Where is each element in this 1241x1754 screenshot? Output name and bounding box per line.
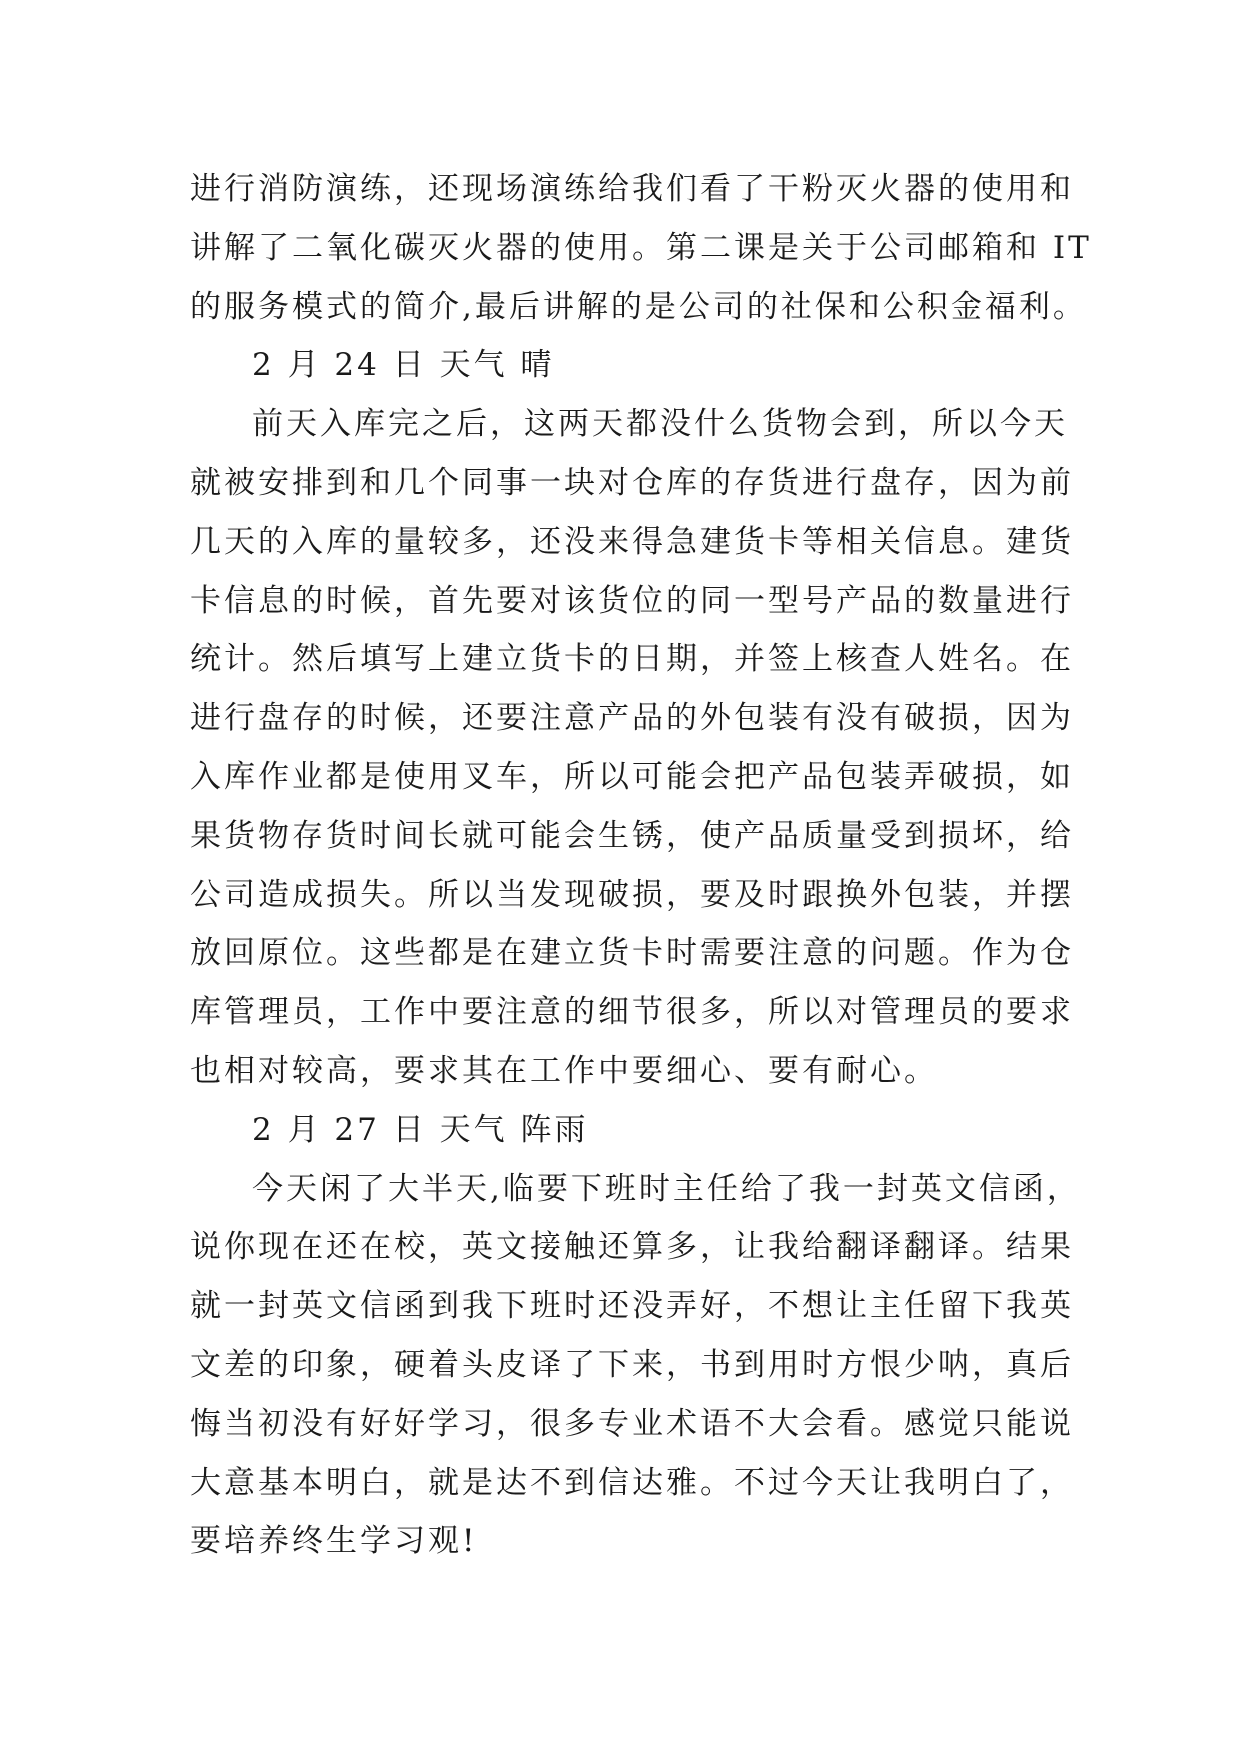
text-line: 就一封英文信函到我下班时还没弄好，不想让主任留下我英 [190,1288,1074,1325]
text-line: 入库作业都是使用叉车，所以可能会把产品包装弄破损，如 [190,758,1074,795]
text-line: 前天入库完之后，这两天都没什么货物会到，所以今天 [252,406,1068,443]
text-line: 卡信息的时候，首先要对该货位的同一型号产品的数量进行 [190,582,1074,619]
text-line: 也相对较高，要求其在工作中要细心、要有耐心。 [190,1052,938,1089]
text-line: 今天闲了大半天,临要下班时主任给了我一封英文信函， [252,1170,1081,1207]
text-line: 库管理员，工作中要注意的细节很多，所以对管理员的要求 [190,994,1074,1031]
date-weather-heading: 2 月 24 日 天气 晴 [252,347,555,384]
text-line: 悔当初没有好好学习，很多专业术语不大会看。感觉只能说 [190,1405,1074,1442]
text-line: 的服务模式的简介,最后讲解的是公司的社保和公积金福利。 [190,288,1087,325]
text-line: 放回原位。这些都是在建立货卡时需要注意的问题。作为仓 [190,935,1074,972]
text-line: 说你现在还在校，英文接触还算多，让我给翻译翻译。结果 [190,1229,1074,1266]
text-line: 文差的印象，硬着头皮译了下来，书到用时方恨少呐，真后 [190,1346,1074,1383]
text-line: 进行消防演练，还现场演练给我们看了干粉灭火器的使用和 [190,171,1074,207]
text-line: 就被安排到和几个同事一块对仓库的存货进行盘存，因为前 [190,464,1074,501]
text-line: 大意基本明白，就是达不到信达雅。不过今天让我明白了， [190,1464,1074,1501]
text-line: 几天的入库的量较多，还没来得急建货卡等相关信息。建货 [190,523,1074,560]
text-line: 进行盘存的时候，还要注意产品的外包装有没有破损，因为 [190,700,1074,737]
text-line: 要培养终生学习观! [190,1523,478,1560]
text-line: 公司造成损失。所以当发现破损，要及时跟换外包装，并摆 [190,876,1074,913]
date-weather-heading: 2 月 27 日 天气 阵雨 [252,1111,589,1148]
document-body [190,160,1090,1571]
text-line: 果货物存货时间长就可能会生锈，使产品质量受到损坏，给 [190,817,1074,854]
text-line: 讲解了二氧化碳灭火器的使用。第二课是关于公司邮箱和 IT [190,229,1092,266]
text-line: 统计。然后填写上建立货卡的日期，并签上核查人姓名。在 [190,641,1074,678]
